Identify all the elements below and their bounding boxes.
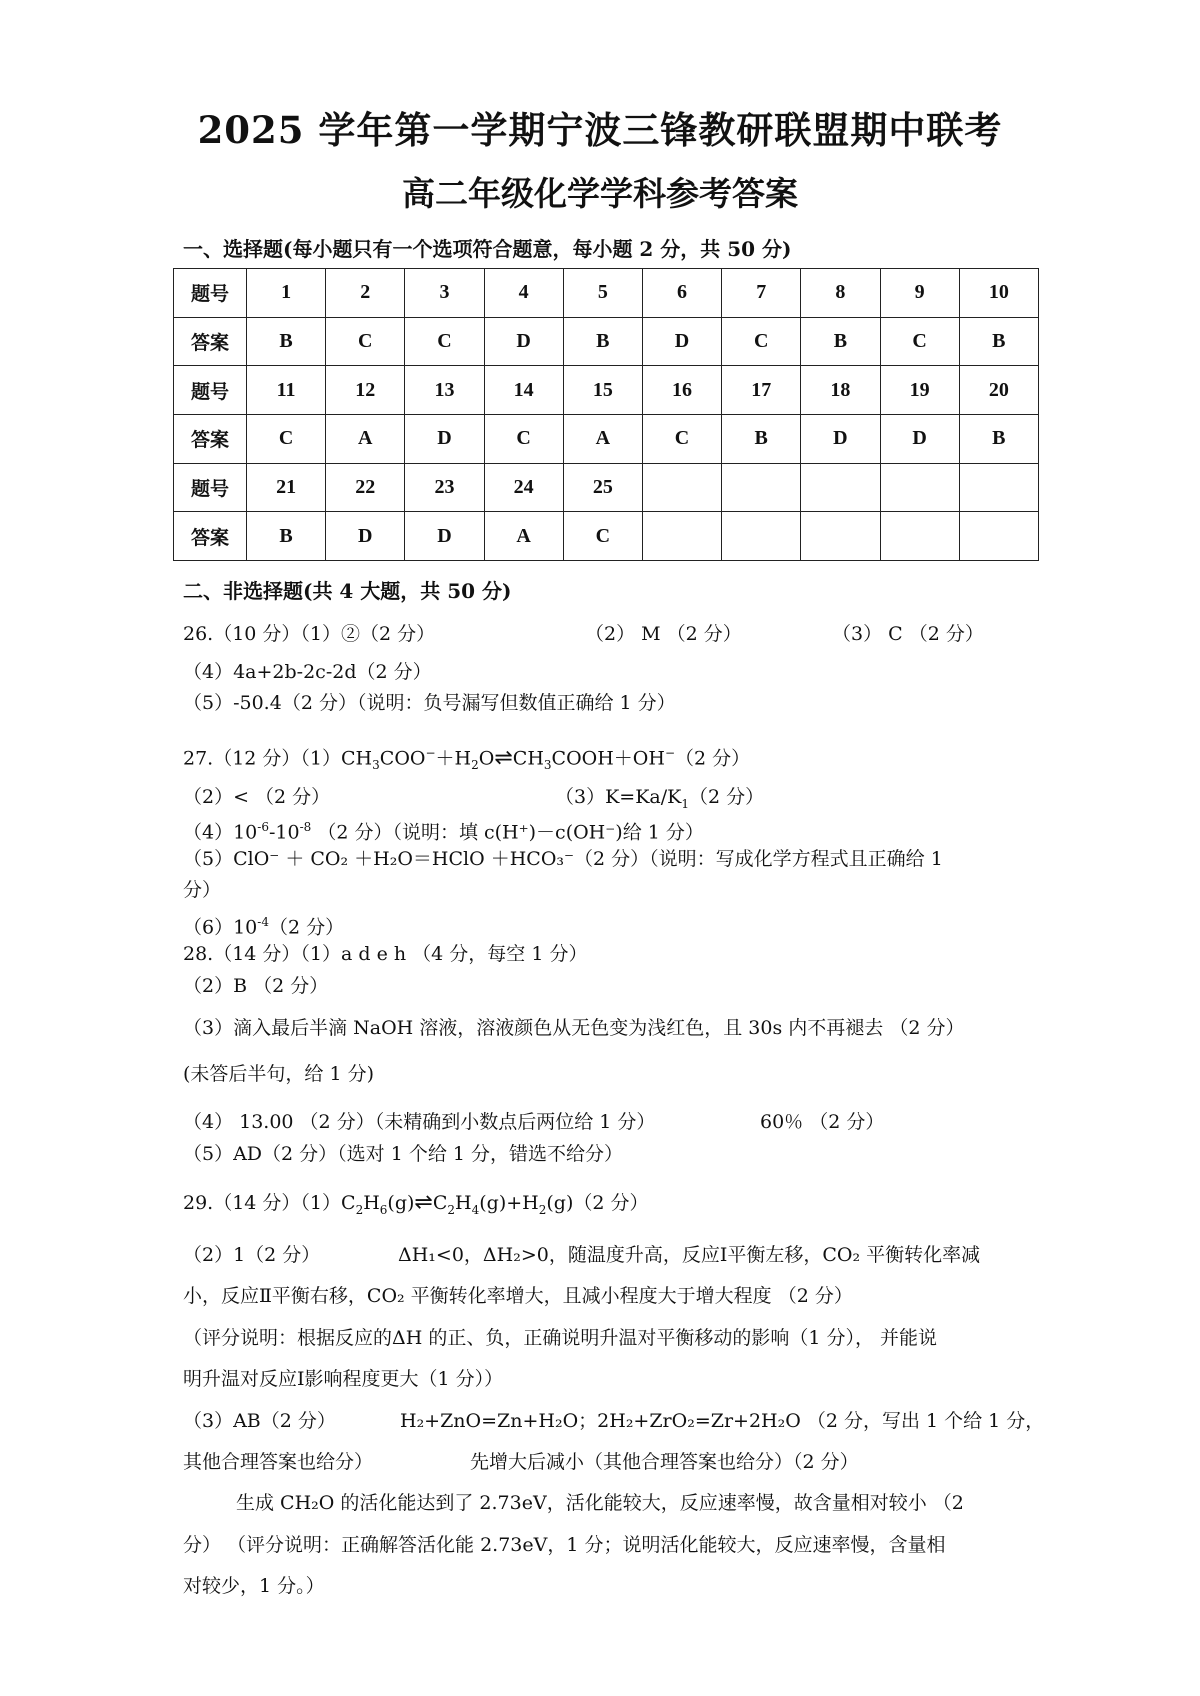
- question-number-cell: 23: [405, 463, 484, 512]
- row-label-number: 题号: [174, 463, 247, 512]
- answer-table: [173, 268, 1039, 561]
- table-row-answers: [174, 317, 1039, 366]
- q27-formula-b: COO: [379, 747, 426, 770]
- q29-line3: 小，反应Ⅱ平衡右移，CO₂ 平衡转化率增大，且减小程度大于增大程度 （2 分）: [183, 1285, 853, 1307]
- question-number-cell: 11: [247, 366, 326, 415]
- question-number-cell: 2: [326, 269, 405, 318]
- row-label-answer: 答案: [174, 317, 247, 366]
- q27-line5: （5）ClO⁻ ＋ CO₂ ＋H₂O＝HClO ＋HCO₃⁻（2 分）（说明：写成化学方程式且正确给 1: [183, 848, 943, 870]
- q27-part3-score: （2 分）: [688, 786, 765, 808]
- answer-cell: A: [484, 512, 563, 561]
- answer-cell: [880, 512, 959, 561]
- q29-score-1: （2 分）: [573, 1192, 649, 1214]
- answer-cell: D: [405, 414, 484, 463]
- q27-part2: （2）< （2 分）: [183, 786, 331, 808]
- q27-formula-c: ＋H: [435, 747, 472, 770]
- q27-part4-exp2: -8: [299, 820, 312, 834]
- q29-line6-b: H₂+ZnO=Zn+H₂O；2H₂+ZrO₂=Zr+2H₂O （2 分，写出 1 个给 1 分，: [400, 1410, 1045, 1432]
- question-number-cell: 14: [484, 366, 563, 415]
- question-number-cell: [801, 463, 880, 512]
- q29-line9: 分） （评分说明：正确解答活化能 2.73eV，1 分；说明活化能较大，反应速率慢，含量相: [183, 1534, 946, 1556]
- answer-cell: B: [247, 512, 326, 561]
- q27-score-1: （2 分）: [675, 747, 751, 770]
- question-number-cell: [642, 463, 721, 512]
- answer-cell: B: [801, 317, 880, 366]
- q28-line4: (未答后半句，给 1 分): [183, 1063, 374, 1085]
- section-heading-choice: 一、选择题(每小题只有一个选项符合题意，每小题 2 分，共 50 分): [183, 237, 792, 261]
- q28-line2: （2）B （2 分）: [183, 975, 329, 997]
- q28-line3: （3）滴入最后半滴 NaOH 溶液，溶液颜色从无色变为浅红色，且 30s 内不再褪去 （2 分）: [183, 1017, 965, 1039]
- question-number-cell: 20: [959, 366, 1038, 415]
- question-number-cell: 10: [959, 269, 1038, 318]
- q29-line5: 明升温对反应Ⅰ影响程度更大（1 分））: [183, 1368, 504, 1390]
- q29-line4: （评分说明：根据反应的ΔH 的正、负，正确说明升温对平衡移动的影响（1 分）， 并能说: [183, 1327, 937, 1349]
- q27-part6-a: （6）10: [183, 916, 258, 939]
- document-title: 2025 学年第一学期宁波三锋教研联盟期中联考: [197, 108, 1003, 152]
- question-number-cell: 1: [247, 269, 326, 318]
- answer-cell: D: [642, 317, 721, 366]
- q27-formula-e: CH: [512, 747, 544, 770]
- q28-line1: 28.（14 分）（1）a d e h （4 分，每空 1 分）: [183, 943, 588, 965]
- answer-cell: D: [326, 512, 405, 561]
- answer-cell: A: [326, 414, 405, 463]
- q27-line5-cont: 分）: [183, 879, 222, 901]
- answer-cell: B: [722, 414, 801, 463]
- table-row-answers: [174, 414, 1039, 463]
- answer-cell: B: [959, 414, 1038, 463]
- question-number-cell: 3: [405, 269, 484, 318]
- question-number-cell: 13: [405, 366, 484, 415]
- q29-formula-a: 29.（14 分）（1）C: [183, 1192, 356, 1214]
- answer-cell: A: [563, 414, 642, 463]
- q27-part4-a: （4）10: [183, 821, 258, 844]
- question-number-cell: 4: [484, 269, 563, 318]
- question-number-cell: 21: [247, 463, 326, 512]
- question-number-cell: 5: [563, 269, 642, 318]
- q29-line2-b: ΔH₁<0，ΔH₂>0，随温度升高，反应Ⅰ平衡左移，CO₂ 平衡转化率减: [398, 1244, 981, 1266]
- question-number-cell: [880, 463, 959, 512]
- q29-line1: 29.（14 分）$(1)C_2H_6(g)\rightleftharpoons C_2H_4(g)+H_2(g)(2$ 分）: [183, 1190, 649, 1217]
- question-number-cell: 12: [326, 366, 405, 415]
- row-label-number: 题号: [174, 269, 247, 318]
- q27-line6: [183, 909, 344, 940]
- q29-line10: 对较少，1 分。）: [183, 1575, 325, 1597]
- document-subtitle: 高二年级化学学科参考答案: [402, 174, 798, 213]
- q26-part3: （3） C （2 分）: [832, 623, 984, 645]
- answer-cell: C: [880, 317, 959, 366]
- section-heading-nonchoice: 二、非选择题(共 4 大题，共 50 分): [183, 579, 512, 603]
- answer-cell: D: [405, 512, 484, 561]
- row-label-answer: 答案: [174, 414, 247, 463]
- question-number-cell: 8: [801, 269, 880, 318]
- q26-part2: （2） M （2 分）: [585, 623, 742, 645]
- question-number-cell: 16: [642, 366, 721, 415]
- equilibrium-arrow-icon: ⇌: [414, 1190, 433, 1215]
- answer-cell: D: [484, 317, 563, 366]
- q26-line3: （5）-50.4（2 分）（说明：负号漏写但数值正确给 1 分）: [183, 692, 676, 714]
- question-number-cell: [722, 463, 801, 512]
- answer-cell: C: [642, 414, 721, 463]
- answer-cell: B: [247, 317, 326, 366]
- answer-cell: C: [563, 512, 642, 561]
- answer-cell: D: [801, 414, 880, 463]
- answer-cell: [722, 512, 801, 561]
- answer-cell: B: [959, 317, 1038, 366]
- table-row-answers: [174, 512, 1039, 561]
- q26-line2: （4）4a+2b-2c-2d（2 分）: [183, 661, 432, 683]
- answer-cell: C: [247, 414, 326, 463]
- q26-line1: [183, 621, 435, 647]
- answer-cell: B: [563, 317, 642, 366]
- answer-cell: [801, 512, 880, 561]
- q26-part1: 26.（10 分）（1）②（2 分）: [183, 623, 436, 645]
- table-row-numbers: [174, 269, 1039, 318]
- q27-formula-d: O: [478, 747, 495, 770]
- answer-cell: C: [484, 414, 563, 463]
- answer-cell: D: [880, 414, 959, 463]
- q29-line8: 生成 CH₂O 的活化能达到了 2.73eV，活化能较大，反应速率慢，故含量相对较小 （2: [236, 1492, 964, 1514]
- q29-line2: （2）1（2 分）: [183, 1244, 321, 1266]
- question-number-cell: 6: [642, 269, 721, 318]
- q28-line5-b: 60％ （2 分）: [760, 1111, 885, 1133]
- question-number-cell: 19: [880, 366, 959, 415]
- equilibrium-arrow-icon: ⇌: [494, 745, 513, 771]
- answer-cell: C: [326, 317, 405, 366]
- question-number-cell: 7: [722, 269, 801, 318]
- answer-cell: C: [722, 317, 801, 366]
- q27-formula-a: 27.（12 分）（1）CH: [183, 747, 373, 770]
- q27-part6-score: （2 分）: [268, 916, 345, 939]
- table-row-numbers: [174, 463, 1039, 512]
- q28-line6: （5）AD（2 分）（选对 1 个给 1 分，错选不给分）: [183, 1143, 624, 1165]
- question-number-cell: 24: [484, 463, 563, 512]
- answer-cell: [959, 512, 1038, 561]
- row-label-answer: 答案: [174, 512, 247, 561]
- q28-line5: （4） 13.00 （2 分）（未精确到小数点后两位给 1 分）: [183, 1111, 656, 1133]
- q29-line7-b: 先增大后减小（其他合理答案也给分）（2 分）: [470, 1451, 859, 1473]
- q27-part4-b: -10: [268, 821, 300, 844]
- question-number-cell: [959, 463, 1038, 512]
- q27-line1: 27.（12 分）$(1)CH_3COO^-+H_2O\rightleftharpoons CH_3COOH+OH^-(2$ 分）: [183, 745, 751, 773]
- q29-line6: （3）AB（2 分）: [183, 1410, 336, 1432]
- row-label-number: 题号: [174, 366, 247, 415]
- question-number-cell: 9: [880, 269, 959, 318]
- q27-part3-text: （3）K=Ka/K: [555, 786, 682, 808]
- question-number-cell: 15: [563, 366, 642, 415]
- q27-part6-exp: -4: [257, 915, 269, 929]
- answer-cell: [642, 512, 721, 561]
- question-number-cell: 18: [801, 366, 880, 415]
- question-number-cell: 17: [722, 366, 801, 415]
- table-row-numbers: [174, 366, 1039, 415]
- q29-line7: 其他合理答案也给分）: [183, 1451, 374, 1473]
- answer-cell: C: [405, 317, 484, 366]
- question-number-cell: 25: [563, 463, 642, 512]
- q27-line4: [183, 814, 704, 845]
- question-number-cell: 22: [326, 463, 405, 512]
- q27-part4-exp1: -6: [257, 820, 269, 834]
- q27-part3-sub: 1: [681, 796, 689, 811]
- q27-part3: [555, 784, 764, 817]
- q27-part4-note: （2 分）（说明：填 c(H⁺)－c(OH⁻)给 1 分）: [311, 821, 704, 844]
- q27-formula-f: COOH＋OH: [551, 747, 665, 770]
